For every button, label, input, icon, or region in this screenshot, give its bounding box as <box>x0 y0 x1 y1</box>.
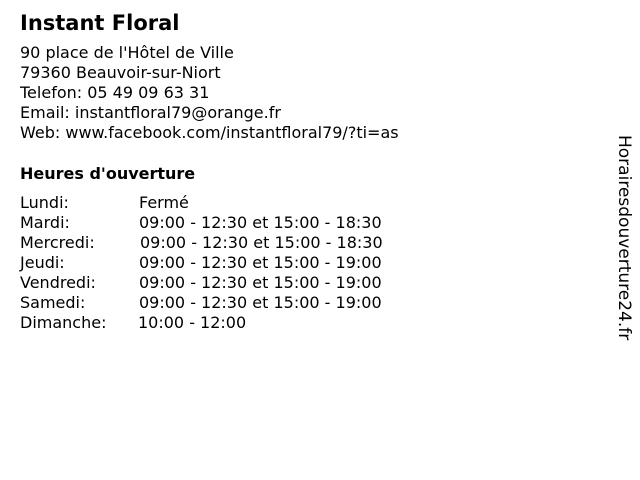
phone-line: Telefon: 05 49 09 63 31 <box>20 83 210 102</box>
watermark-text: Horairesdouverture24.fr <box>614 135 634 341</box>
email-line: Email: instantfloral79@orange.fr <box>20 103 281 122</box>
hours-time: 09:00 - 12:30 et 15:00 - 19:00 <box>139 293 382 312</box>
hours-time: Fermé <box>139 193 189 212</box>
address-city: 79360 Beauvoir-sur-Niort <box>20 63 221 82</box>
web-line: Web: www.facebook.com/instantfloral79/?ti=as <box>20 123 399 142</box>
business-contact-block <box>20 43 399 143</box>
hours-day: Mercredi: <box>20 233 95 252</box>
hours-time: 10:00 - 12:00 <box>138 313 247 332</box>
hours-day: Jeudi: <box>20 253 65 272</box>
hours-day: Samedi: <box>20 293 86 312</box>
hours-day: Dimanche: <box>20 313 107 332</box>
hours-time: 09:00 - 12:30 et 15:00 - 18:30 <box>140 233 383 252</box>
hours-day: Vendredi: <box>20 273 96 292</box>
site-watermark <box>611 135 637 371</box>
business-name: Instant Floral <box>20 11 180 35</box>
hours-day: Lundi: <box>20 193 69 212</box>
hours-time: 09:00 - 12:30 et 15:00 - 18:30 <box>139 213 382 232</box>
hours-time: 09:00 - 12:30 et 15:00 - 19:00 <box>139 253 382 272</box>
hours-time: 09:00 - 12:30 et 15:00 - 19:00 <box>139 273 382 292</box>
address-street: 90 place de l'Hôtel de Ville <box>20 43 234 62</box>
opening-hours-heading: Heures d'ouverture <box>20 164 196 183</box>
hours-day: Mardi: <box>20 213 70 232</box>
